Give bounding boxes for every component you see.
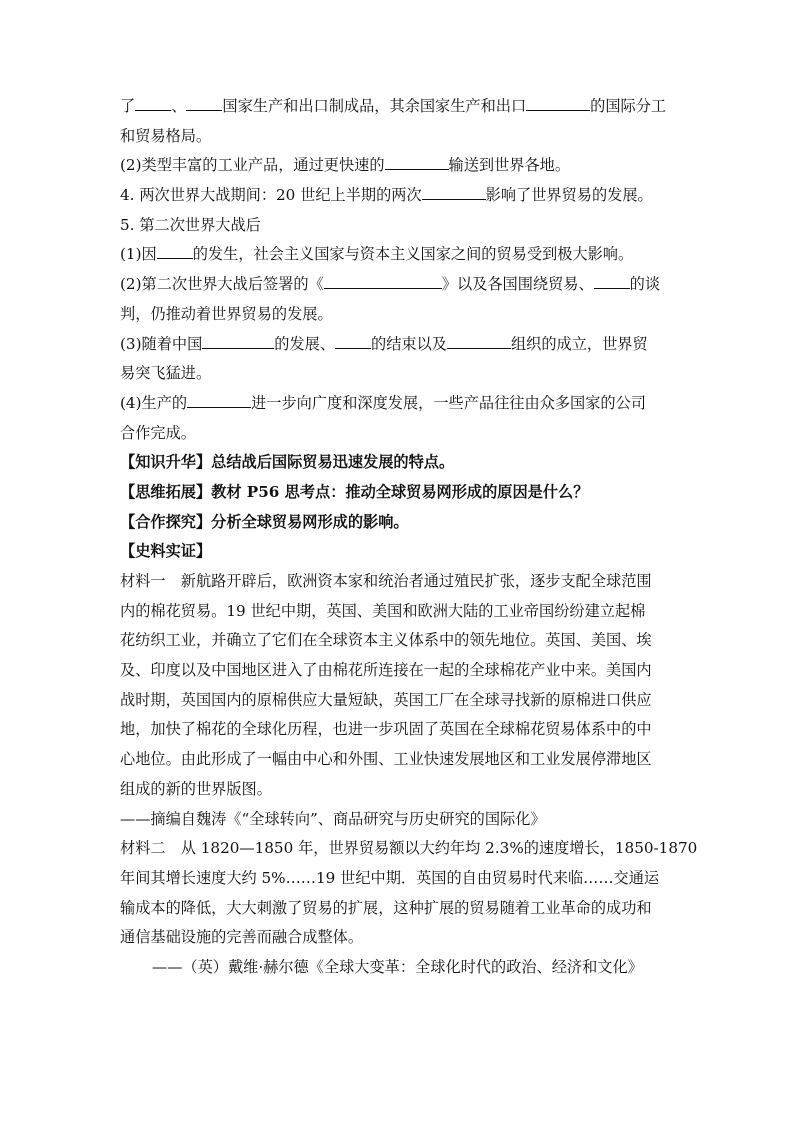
text-line: 合作完成。 <box>120 423 196 442</box>
text-segment: 的发展、 <box>274 334 336 353</box>
section-siwei-tuozhan: 【思维拓展】教材 P56 思考点：推动全球贸易网形成的原因是什么？ <box>120 482 589 501</box>
section-hezuo-tanjiu: 【合作探究】分析全球贸易网形成的影响。 <box>120 512 409 531</box>
material-line: 内的棉花贸易。19 世纪中期，英国、美国和欧洲大陆的工业帝国纷纷建立起棉 <box>120 601 646 620</box>
material-2 <box>120 834 698 982</box>
fill-blank[interactable] <box>324 287 442 289</box>
text-segment: 的国际分工 <box>590 97 667 115</box>
material-line: 输成本的降低，大大刺激了贸易的扩展，这种扩展的贸易随着工业革命的成功和 <box>120 898 652 917</box>
material-line: 心地位。由此形成了一幅由中心和外围、工业快速发展地区和工业发展停滞地区 <box>120 750 652 769</box>
fill-blank[interactable] <box>447 347 511 349</box>
item-5-3 <box>120 330 682 360</box>
text-line: 和贸易格局。 <box>120 126 212 145</box>
text-segment: (2)类型丰富的工业产品，通过更快速的 <box>120 156 385 175</box>
fill-blank[interactable] <box>526 109 590 111</box>
material-line: 地，加快了棉花的全球化历程，也进一步巩固了英国在全球棉花贸易体系中的中 <box>120 720 652 739</box>
text-segment: 了 <box>120 97 136 115</box>
text-line: 判，仍推动着世界贸易的发展。 <box>120 304 333 323</box>
section-shiliao-shizheng: 【史料实证】 <box>120 542 212 561</box>
text-segment: 进一步向广度和深度发展，一些产品往往由众多国家的公司 <box>251 393 646 412</box>
fill-blank[interactable] <box>335 347 371 349</box>
item-5-4 <box>120 389 682 419</box>
text-line <box>120 151 682 181</box>
fill-blank[interactable] <box>594 287 630 289</box>
text-segment: 》以及各国围绕贸易、 <box>441 275 594 294</box>
material-line: 战时期，英国国内的原棉供应大量短缺，英国工厂在全球寻找新的原棉进口供应 <box>120 690 652 709</box>
text-segment: (2)第二次世界大战后签署的《 <box>120 275 324 294</box>
fill-blank[interactable] <box>385 168 449 170</box>
text-segment: 的发生，社会主义国家与资本主义国家之间的贸易受到极大影响。 <box>192 245 634 264</box>
item-5-title: 5. 第二次世界大战后 <box>120 215 261 234</box>
document-page <box>120 92 698 983</box>
item-4 <box>120 181 682 211</box>
material-line: 通信基础设施的完善而融合成整体。 <box>120 928 363 947</box>
fill-blank[interactable] <box>186 109 222 111</box>
section-zhishi-shenghua: 【知识升华】总结战后国际贸易迅速发展的特点。 <box>120 453 455 472</box>
item-5-1 <box>120 240 682 270</box>
text-segment: 国家生产和出口制成品，其余国家生产和出口 <box>222 97 527 115</box>
fill-blank[interactable] <box>187 406 251 408</box>
text-segment: 的结束以及 <box>371 334 447 353</box>
text-segment: 、 <box>171 97 187 115</box>
material-source: ——摘编自魏涛《“全球转向”、商品研究与历史研究的国际化》 <box>120 809 546 828</box>
text-segment: 影响了世界贸易的发展。 <box>485 186 653 205</box>
text-line <box>120 92 682 122</box>
text-segment: (4)生产的 <box>120 393 188 412</box>
text-line: 易突飞猛进。 <box>120 364 212 383</box>
material-1 <box>120 567 682 834</box>
material-line: 组成的新的世界版图。 <box>120 779 272 798</box>
material-line: 花纺织工业，并确立了它们在全球资本主义体系中的领先地位。英国、美国、埃 <box>120 631 652 650</box>
text-segment: 输送到世界各地。 <box>448 156 571 175</box>
fill-blank[interactable] <box>202 347 274 349</box>
material-line: 材料二 从 1820—1850 年，世界贸易额以大约年均 2.3%的速度增长，1850-1870 <box>120 839 698 858</box>
item-5-2 <box>120 270 682 300</box>
fill-blank[interactable] <box>157 257 193 259</box>
fill-blank[interactable] <box>422 198 486 200</box>
text-segment: (1)因 <box>120 245 157 264</box>
text-segment: (3)随着中国 <box>120 334 203 353</box>
text-segment: 4. 两次世界大战期间：20 世纪上半期的两次 <box>120 186 422 205</box>
material-line: 材料一 新航路开辟后，欧洲资本家和统治者通过殖民扩张，逐步支配全球范围 <box>120 572 652 590</box>
material-source: ——（英）戴维·赫尔德《全球大变革：全球化时代的政治、经济和文化》 <box>152 957 643 976</box>
material-line: 及、印度以及中国地区进入了由棉花所连接在一起的全球棉花产业中来。美国内 <box>120 661 652 680</box>
text-segment: 的谈 <box>629 275 661 294</box>
text-segment: 组织的成立，世界贸 <box>510 334 648 353</box>
material-line: 年间其增长速度大约 5%……19 世纪中期．英国的自由贸易时代来临……交通运 <box>120 868 660 887</box>
fill-blank[interactable] <box>135 109 171 111</box>
